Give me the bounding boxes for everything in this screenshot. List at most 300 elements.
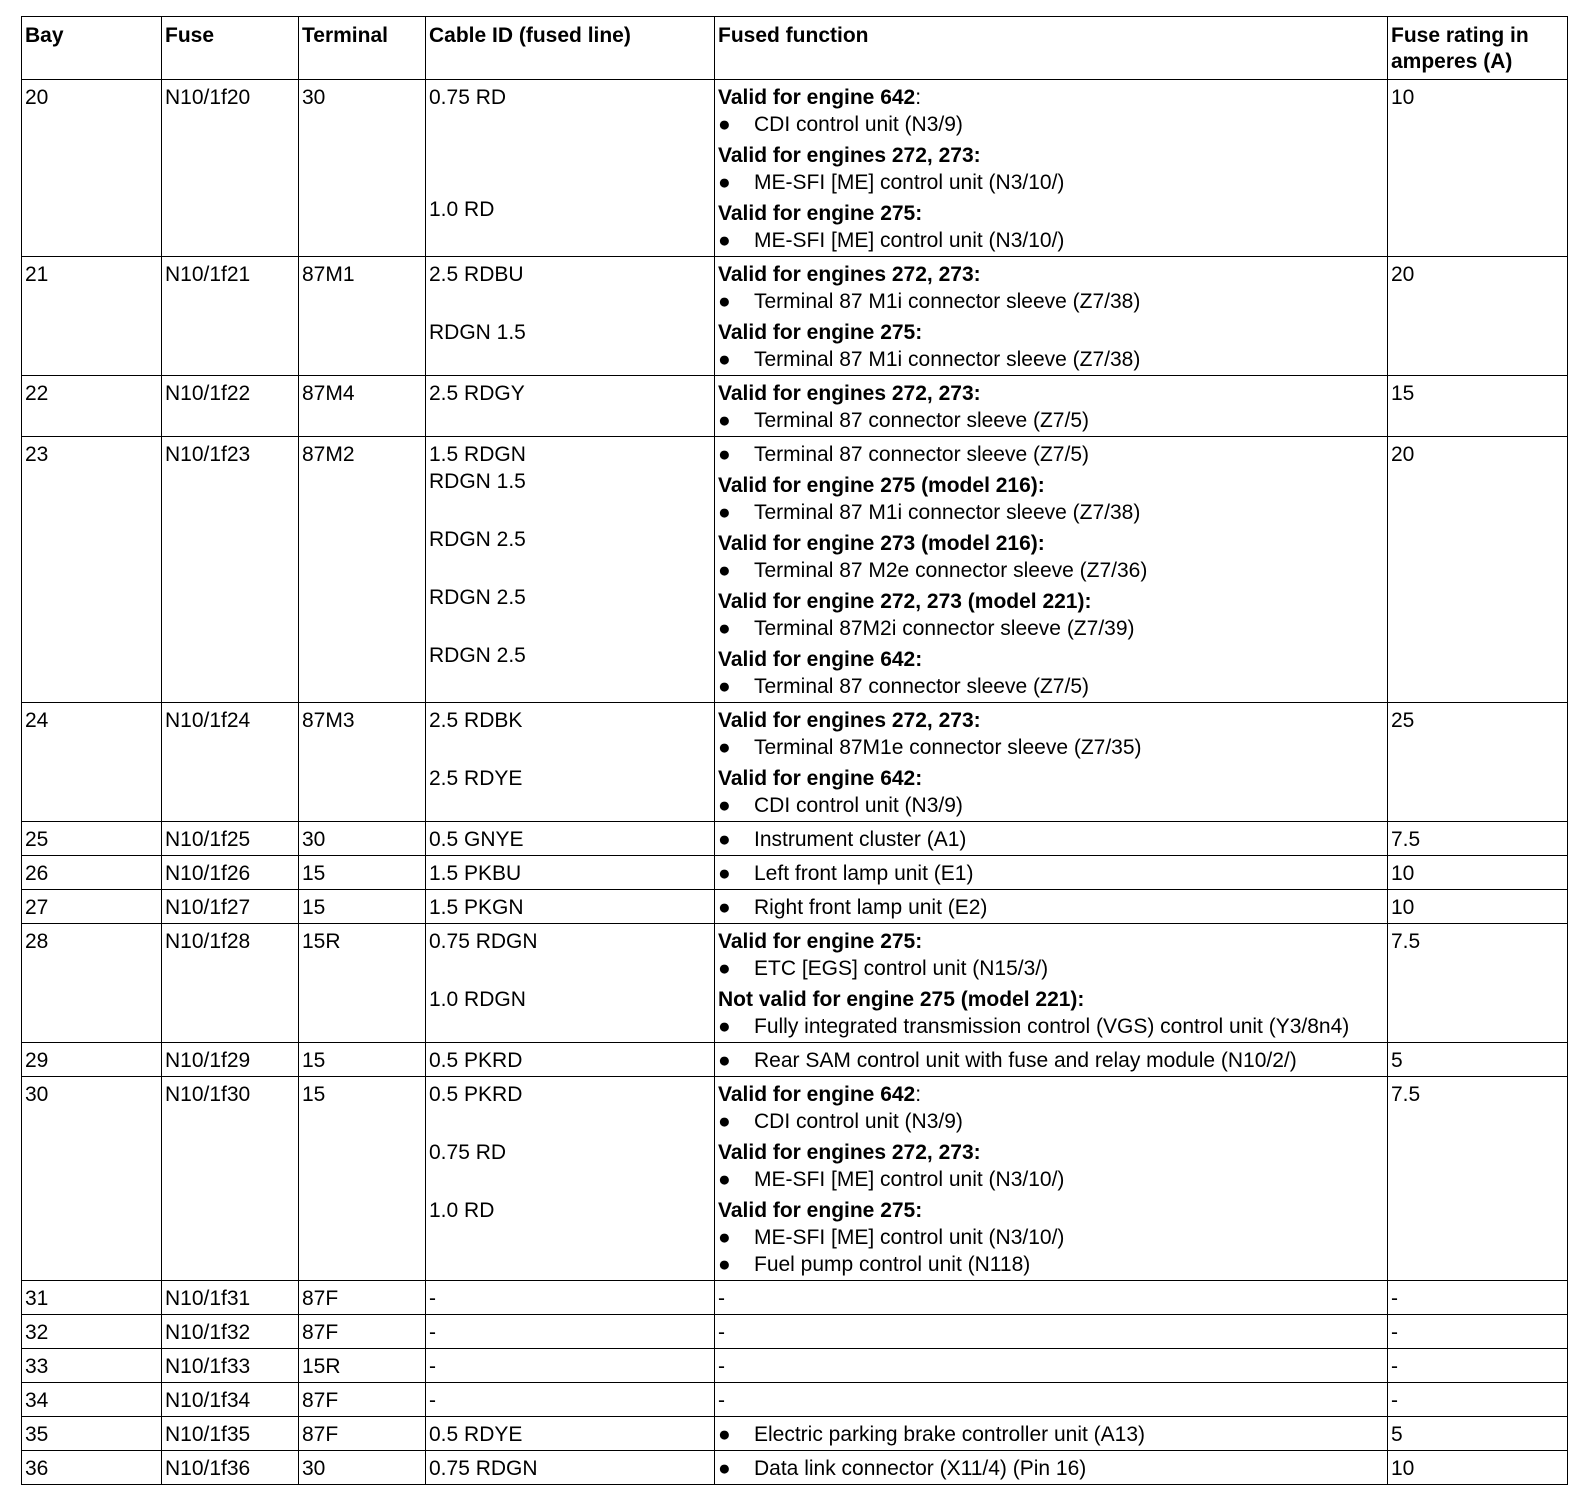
function-heading-text: Valid for engine 642:	[718, 648, 923, 671]
function-item-text: CDI control unit (N3/9)	[754, 113, 963, 136]
fuse-cell: N10/1f27	[162, 890, 299, 924]
cable-id-cell	[426, 437, 715, 703]
fuse-rating-cell: 15	[1388, 376, 1568, 437]
cable-id: -	[429, 1321, 436, 1344]
cable-spacer	[429, 165, 710, 192]
function-item	[718, 734, 1383, 761]
fuse-rating-cell: -	[1388, 1315, 1568, 1349]
cable-id-cell	[426, 1281, 715, 1315]
function-item-text: Instrument cluster (A1)	[754, 828, 967, 851]
cable-id: 2.5 RDBK	[429, 709, 523, 732]
function-group	[718, 1197, 1383, 1278]
terminal-cell: 87M4	[299, 376, 426, 437]
terminal-cell: 15	[299, 1077, 426, 1281]
table-row	[22, 257, 1568, 376]
table-row	[22, 1383, 1568, 1417]
cable-id-cell	[426, 1451, 715, 1485]
table-row	[22, 1417, 1568, 1451]
table-row	[22, 924, 1568, 1043]
terminal-cell: 87M1	[299, 257, 426, 376]
bay-cell: 31	[22, 1281, 162, 1315]
function-heading	[718, 588, 1383, 615]
bullet-icon: ●	[718, 828, 731, 851]
function-heading	[718, 928, 1383, 955]
table-row	[22, 437, 1568, 703]
function-item-text: CDI control unit (N3/9)	[754, 1110, 963, 1133]
fuse-rating-cell: 5	[1388, 1043, 1568, 1077]
table-row	[22, 822, 1568, 856]
cable-id: 0.75 RD	[429, 1141, 507, 1164]
fuse-rating-cell: 5	[1388, 1417, 1568, 1451]
function-item	[718, 955, 1383, 982]
function-heading	[718, 200, 1383, 227]
bullet-icon: ●	[718, 1253, 731, 1276]
function-group	[718, 928, 1383, 982]
header-fuse-rating: Fuse rating in amperes (A)	[1388, 17, 1568, 80]
function-heading	[718, 319, 1383, 346]
function-heading-text: Valid for engine 272, 273 (model 221):	[718, 590, 1092, 613]
fused-function-cell	[715, 1417, 1388, 1451]
function-heading	[718, 380, 1383, 407]
cable-id-cell	[426, 1315, 715, 1349]
header-fused-function: Fused function	[715, 17, 1388, 80]
cable-id-cell	[426, 1349, 715, 1383]
bay-cell: 36	[22, 1451, 162, 1485]
function-item	[718, 1421, 1383, 1448]
function-group	[718, 319, 1383, 373]
bay-cell: 25	[22, 822, 162, 856]
cable-id-cell	[426, 1383, 715, 1417]
function-group	[718, 1421, 1383, 1448]
function-item	[718, 441, 1383, 468]
fused-function-cell	[715, 1383, 1388, 1417]
function-heading-text: Valid for engines 272, 273:	[718, 144, 981, 167]
cable-id: 0.75 RDGN	[429, 1457, 538, 1480]
function-heading-text: Valid for engine 275:	[718, 930, 923, 953]
function-heading	[718, 142, 1383, 169]
fused-function-cell	[715, 376, 1388, 437]
cable-id: 1.0 RD	[429, 1199, 495, 1222]
bullet-icon: ●	[718, 736, 731, 759]
bay-cell: 34	[22, 1383, 162, 1417]
cable-id: 0.5 GNYE	[429, 828, 524, 851]
bullet-icon: ●	[718, 501, 731, 524]
function-item	[718, 227, 1383, 254]
cable-id-cell	[426, 703, 715, 822]
function-heading-text: Valid for engine 275 (model 216):	[718, 474, 1045, 497]
cable-id-cell	[426, 1417, 715, 1451]
function-heading	[718, 646, 1383, 673]
bullet-icon: ●	[718, 113, 731, 136]
table-row	[22, 703, 1568, 822]
fused-function-cell	[715, 1451, 1388, 1485]
fused-function-cell	[715, 1315, 1388, 1349]
fused-function-cell	[715, 1077, 1388, 1281]
function-item	[718, 1166, 1383, 1193]
function-dash: -	[718, 1355, 725, 1378]
function-group	[718, 200, 1383, 254]
cable-id: 0.5 PKRD	[429, 1083, 523, 1106]
bay-cell: 28	[22, 924, 162, 1043]
fuse-rating-cell: -	[1388, 1281, 1568, 1315]
bay-cell: 33	[22, 1349, 162, 1383]
cable-spacer	[429, 288, 710, 315]
function-heading-text: Valid for engines 272, 273:	[718, 263, 981, 286]
table-row	[22, 1451, 1568, 1485]
cable-id: RDGN 2.5	[429, 586, 526, 609]
cable-id: -	[429, 1287, 436, 1310]
cable-id: RDGN 2.5	[429, 644, 526, 667]
fused-function-cell	[715, 924, 1388, 1043]
terminal-cell: 30	[299, 80, 426, 257]
function-group	[718, 441, 1383, 468]
function-group	[718, 1455, 1383, 1482]
bullet-icon: ●	[718, 171, 731, 194]
function-item	[718, 346, 1383, 373]
fuse-cell: N10/1f22	[162, 376, 299, 437]
fused-function-cell	[715, 822, 1388, 856]
function-group	[718, 826, 1383, 853]
bullet-icon: ●	[718, 1226, 731, 1249]
function-item-text: Terminal 87 M1i connector sleeve (Z7/38)	[754, 501, 1141, 524]
function-item-text: Terminal 87 M1i connector sleeve (Z7/38)	[754, 290, 1141, 313]
function-item-text: ME-SFI [ME] control unit (N3/10/)	[754, 171, 1065, 194]
function-item-text: Terminal 87M2i connector sleeve (Z7/39)	[754, 617, 1135, 640]
function-group	[718, 261, 1383, 315]
terminal-cell: 15R	[299, 924, 426, 1043]
function-item-text: Fuel pump control unit (N118)	[754, 1253, 1031, 1276]
header-bay: Bay	[22, 17, 162, 80]
fuse-cell: N10/1f25	[162, 822, 299, 856]
function-item-text: Terminal 87 connector sleeve (Z7/5)	[754, 409, 1089, 432]
fuse-table	[21, 16, 1568, 1485]
terminal-cell: 87F	[299, 1281, 426, 1315]
cable-spacer	[429, 611, 710, 638]
cable-spacer	[429, 553, 710, 580]
bullet-icon: ●	[718, 1049, 731, 1072]
fused-function-cell	[715, 703, 1388, 822]
function-item	[718, 1251, 1383, 1278]
function-item-text: Left front lamp unit (E1)	[754, 862, 974, 885]
bay-cell: 35	[22, 1417, 162, 1451]
function-item-text: ETC [EGS] control unit (N15/3/)	[754, 957, 1049, 980]
cable-id-cell	[426, 80, 715, 257]
terminal-cell: 15	[299, 856, 426, 890]
cable-id: RDGN 1.5	[429, 321, 526, 344]
table-row	[22, 80, 1568, 257]
bay-cell: 27	[22, 890, 162, 924]
fused-function-cell	[715, 1349, 1388, 1383]
function-heading	[718, 261, 1383, 288]
fuse-rating-cell: 10	[1388, 1451, 1568, 1485]
function-item	[718, 111, 1383, 138]
header-fuse: Fuse	[162, 17, 299, 80]
function-item-text: Terminal 87 M1i connector sleeve (Z7/38)	[754, 348, 1141, 371]
cable-spacer	[429, 495, 710, 522]
fuse-cell: N10/1f33	[162, 1349, 299, 1383]
cable-id: 2.5 RDYE	[429, 767, 523, 790]
function-group	[718, 707, 1383, 761]
function-heading	[718, 472, 1383, 499]
fuse-cell: N10/1f36	[162, 1451, 299, 1485]
function-item-text: ME-SFI [ME] control unit (N3/10/)	[754, 1226, 1065, 1249]
function-item-text: Rear SAM control unit with fuse and relay module (N10/2/)	[754, 1049, 1297, 1072]
table-row	[22, 1077, 1568, 1281]
cable-id: RDGN 2.5	[429, 528, 526, 551]
function-item-text: Terminal 87 connector sleeve (Z7/5)	[754, 675, 1089, 698]
bay-cell: 21	[22, 257, 162, 376]
header-cable-id: Cable ID (fused line)	[426, 17, 715, 80]
function-group	[718, 1047, 1383, 1074]
table-row	[22, 856, 1568, 890]
function-group	[718, 84, 1383, 138]
fuse-cell: N10/1f20	[162, 80, 299, 257]
terminal-cell: 87M3	[299, 703, 426, 822]
terminal-cell: 87F	[299, 1315, 426, 1349]
fuse-rating-cell: 10	[1388, 80, 1568, 257]
function-item-text: Terminal 87 M2e connector sleeve (Z7/36)	[754, 559, 1148, 582]
table-row	[22, 1281, 1568, 1315]
bullet-icon: ●	[718, 229, 731, 252]
function-item-text: Terminal 87 connector sleeve (Z7/5)	[754, 443, 1089, 466]
function-item	[718, 1047, 1383, 1074]
cable-spacer	[429, 955, 710, 982]
function-item	[718, 894, 1383, 921]
terminal-cell: 15	[299, 1043, 426, 1077]
fused-function-cell	[715, 80, 1388, 257]
function-group	[718, 646, 1383, 700]
function-heading	[718, 530, 1383, 557]
function-item-text: ME-SFI [ME] control unit (N3/10/)	[754, 1168, 1065, 1191]
bullet-icon: ●	[718, 409, 731, 432]
fuse-rating-cell: 20	[1388, 437, 1568, 703]
function-item	[718, 1224, 1383, 1251]
cable-id: -	[429, 1355, 436, 1378]
function-item-text: ME-SFI [ME] control unit (N3/10/)	[754, 229, 1065, 252]
fuse-cell: N10/1f31	[162, 1281, 299, 1315]
cable-spacer	[429, 734, 710, 761]
cable-id-cell	[426, 1043, 715, 1077]
terminal-cell: 30	[299, 1451, 426, 1485]
table-row	[22, 1349, 1568, 1383]
function-group	[718, 894, 1383, 921]
terminal-cell: 87F	[299, 1383, 426, 1417]
bay-cell: 32	[22, 1315, 162, 1349]
fuse-cell: N10/1f32	[162, 1315, 299, 1349]
bullet-icon: ●	[718, 1423, 731, 1446]
cable-id: 0.75 RD	[429, 86, 507, 109]
terminal-cell: 87M2	[299, 437, 426, 703]
cable-id: -	[429, 1389, 436, 1412]
function-heading	[718, 707, 1383, 734]
function-item	[718, 557, 1383, 584]
terminal-cell: 87F	[299, 1417, 426, 1451]
terminal-cell: 15R	[299, 1349, 426, 1383]
cable-id-cell	[426, 822, 715, 856]
function-item-text: Electric parking brake controller unit (A13)	[754, 1423, 1146, 1446]
bay-cell: 23	[22, 437, 162, 703]
function-item	[718, 1455, 1383, 1482]
fuse-table-body	[22, 80, 1568, 1485]
function-heading	[718, 1197, 1383, 1224]
function-heading	[718, 1081, 1383, 1108]
function-heading-text: Valid for engine 273 (model 216):	[718, 532, 1045, 555]
function-group	[718, 1081, 1383, 1135]
bullet-icon: ●	[718, 1457, 731, 1480]
bay-cell: 24	[22, 703, 162, 822]
bullet-icon: ●	[718, 794, 731, 817]
function-group	[718, 142, 1383, 196]
bay-cell: 22	[22, 376, 162, 437]
bullet-icon: ●	[718, 1168, 731, 1191]
function-heading-text: Valid for engines 272, 273:	[718, 709, 981, 732]
function-heading-text: Not valid for engine 275 (model 221):	[718, 988, 1085, 1011]
table-row	[22, 1043, 1568, 1077]
function-item	[718, 1013, 1383, 1040]
function-heading	[718, 1139, 1383, 1166]
bullet-icon: ●	[718, 348, 731, 371]
fused-function-cell	[715, 856, 1388, 890]
function-item	[718, 792, 1383, 819]
bullet-icon: ●	[718, 675, 731, 698]
function-item-text: CDI control unit (N3/9)	[754, 794, 963, 817]
function-dash: -	[718, 1321, 725, 1344]
fuse-cell: N10/1f30	[162, 1077, 299, 1281]
table-row	[22, 1315, 1568, 1349]
header-terminal: Terminal	[299, 17, 426, 80]
function-item	[718, 499, 1383, 526]
bullet-icon: ●	[718, 1015, 731, 1038]
cable-id: 0.5 RDYE	[429, 1423, 523, 1446]
bullet-icon: ●	[718, 957, 731, 980]
cable-id-cell	[426, 257, 715, 376]
bullet-icon: ●	[718, 559, 731, 582]
function-item	[718, 673, 1383, 700]
fused-function-cell	[715, 437, 1388, 703]
bay-cell: 20	[22, 80, 162, 257]
function-item-text: Data link connector (X11/4) (Pin 16)	[754, 1457, 1087, 1480]
fuse-cell: N10/1f35	[162, 1417, 299, 1451]
cable-id: 1.5 PKBU	[429, 862, 522, 885]
cable-id: RDGN 1.5	[429, 470, 526, 493]
function-group	[718, 530, 1383, 584]
fused-function-cell	[715, 1043, 1388, 1077]
fuse-rating-cell: 10	[1388, 856, 1568, 890]
fuse-rating-cell: 7.5	[1388, 1077, 1568, 1281]
cable-id: 0.5 PKRD	[429, 1049, 523, 1072]
terminal-cell: 30	[299, 822, 426, 856]
fuse-rating-cell: 25	[1388, 703, 1568, 822]
function-item	[718, 860, 1383, 887]
function-dash: -	[718, 1287, 725, 1310]
fuse-cell: N10/1f26	[162, 856, 299, 890]
function-dash: -	[718, 1389, 725, 1412]
cable-id-cell	[426, 856, 715, 890]
fused-function-cell	[715, 890, 1388, 924]
cable-spacer	[429, 1108, 710, 1135]
function-group	[718, 765, 1383, 819]
fuse-cell: N10/1f28	[162, 924, 299, 1043]
bay-cell: 26	[22, 856, 162, 890]
function-item	[718, 1108, 1383, 1135]
function-heading	[718, 986, 1383, 1013]
cable-id: 1.0 RDGN	[429, 988, 526, 1011]
fuse-rating-cell: 10	[1388, 890, 1568, 924]
fuse-rating-cell: 20	[1388, 257, 1568, 376]
function-heading-text: Valid for engine 642	[718, 1083, 916, 1106]
function-item	[718, 169, 1383, 196]
function-item-text: Right front lamp unit (E2)	[754, 896, 988, 919]
function-item-text: Terminal 87M1e connector sleeve (Z7/35)	[754, 736, 1142, 759]
function-group	[718, 380, 1383, 434]
cable-id-cell	[426, 890, 715, 924]
bullet-icon: ●	[718, 896, 731, 919]
cable-id: 1.5 PKGN	[429, 896, 524, 919]
header-row	[22, 17, 1568, 80]
fuse-rating-cell: -	[1388, 1349, 1568, 1383]
fused-function-cell	[715, 257, 1388, 376]
function-heading-text: Valid for engine 275:	[718, 321, 923, 344]
table-row	[22, 376, 1568, 437]
cable-id: 1.0 RD	[429, 198, 495, 221]
function-item	[718, 288, 1383, 315]
function-group	[718, 986, 1383, 1040]
cable-id: 0.75 RDGN	[429, 930, 538, 953]
function-item	[718, 407, 1383, 434]
function-group	[718, 472, 1383, 526]
function-heading	[718, 765, 1383, 792]
cable-id-cell	[426, 376, 715, 437]
function-heading	[718, 84, 1383, 111]
cable-id-cell	[426, 1077, 715, 1281]
function-heading-colon: :	[915, 1083, 922, 1106]
cable-spacer	[429, 111, 710, 138]
cable-spacer	[429, 138, 710, 165]
function-heading-text: Valid for engine 275:	[718, 202, 923, 225]
bullet-icon: ●	[718, 862, 731, 885]
bullet-icon: ●	[718, 617, 731, 640]
function-group	[718, 588, 1383, 642]
fuse-rating-cell: -	[1388, 1383, 1568, 1417]
function-item-text: Fully integrated transmission control (VGS) control unit (Y3/8n4)	[754, 1015, 1350, 1038]
fused-function-cell	[715, 1281, 1388, 1315]
function-heading-colon: :	[915, 86, 922, 109]
fuse-cell: N10/1f23	[162, 437, 299, 703]
function-heading-text: Valid for engine 642:	[718, 767, 923, 790]
bullet-icon: ●	[718, 1110, 731, 1133]
cable-spacer	[429, 1166, 710, 1193]
cable-id-cell	[426, 924, 715, 1043]
fuse-rating-cell: 7.5	[1388, 822, 1568, 856]
cable-id: 1.5 RDGN	[429, 443, 526, 466]
fuse-cell: N10/1f24	[162, 703, 299, 822]
bay-cell: 30	[22, 1077, 162, 1281]
cable-id: 2.5 RDGY	[429, 382, 525, 405]
bay-cell: 29	[22, 1043, 162, 1077]
function-heading-text: Valid for engine 642	[718, 86, 916, 109]
fuse-cell: N10/1f21	[162, 257, 299, 376]
function-heading-text: Valid for engines 272, 273:	[718, 1141, 981, 1164]
bullet-icon: ●	[718, 290, 731, 313]
fuse-cell: N10/1f34	[162, 1383, 299, 1417]
fuse-cell: N10/1f29	[162, 1043, 299, 1077]
function-item	[718, 615, 1383, 642]
function-group	[718, 860, 1383, 887]
table-row	[22, 890, 1568, 924]
function-group	[718, 1139, 1383, 1193]
fuse-rating-cell: 7.5	[1388, 924, 1568, 1043]
terminal-cell: 15	[299, 890, 426, 924]
